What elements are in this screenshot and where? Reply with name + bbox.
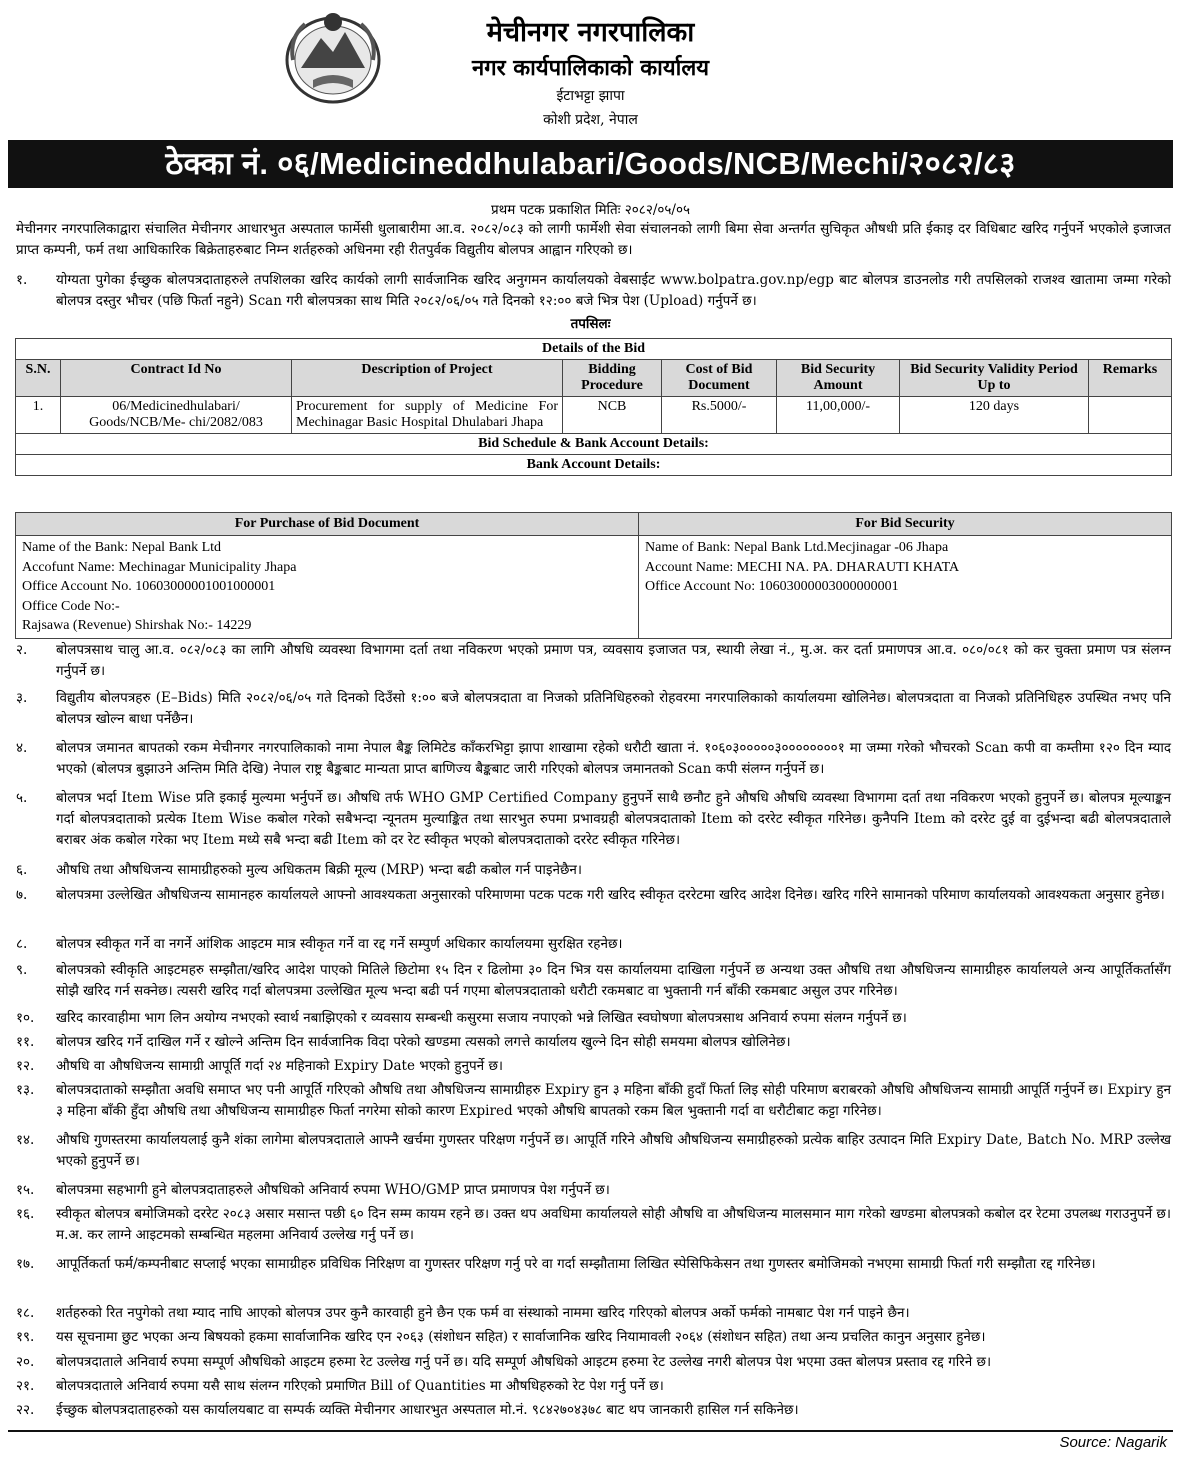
cell-validity: 120 days — [900, 397, 1089, 434]
condition-item — [16, 885, 1171, 906]
table-row — [16, 397, 1172, 434]
cell-sn: 1. — [16, 397, 61, 434]
cell-remarks — [1089, 397, 1172, 434]
item-number: ४. — [16, 740, 28, 756]
cell-description: Procurement for supply of Medicine For Mechinagar Basic Hospital Dhulabari Jhapa — [292, 397, 563, 434]
item-number: ५. — [16, 790, 28, 806]
condition-item — [16, 1303, 1171, 1324]
item-text: विद्युतीय बोलपत्रहरु (E–Bids) मिति २०८२/०६/०५ गते दिनको दिउँसो १:०० बजे बोलपत्रदाता वा निजको प्रतिनिधिहरुको रोहवरमा नगरपालिकाको कार्यालयमा खोलिनेछ। बोलपत्रदाता वा निजको प्रतिनिधिहरु उपस्थित नभए पनि बोलपत्र खोल्न बाधा पर्नेछैन। — [56, 690, 1171, 727]
column-header: Bidding Procedure — [563, 360, 662, 397]
condition-item — [16, 270, 1171, 312]
bank-line: Office Code No:- — [22, 598, 120, 614]
publication-date: प्रथम पटक प्रकाशित मितिः २०८२/०५/०५ — [490, 202, 691, 218]
item-number: ६. — [16, 862, 28, 878]
bid-details-table — [15, 338, 1172, 476]
condition-item — [16, 1352, 1171, 1373]
item-number: २. — [16, 642, 28, 658]
item-number: ९. — [16, 962, 28, 978]
condition-item — [16, 1204, 1171, 1246]
column-header: Description of Project — [292, 360, 563, 397]
bid-details-title: Details of the Bid — [16, 339, 1172, 360]
item-number: ८. — [16, 936, 28, 952]
item-text: बोलपत्रदाताले अनिवार्य रुपमा सम्पूर्ण औषधिको आइटम हरुमा रेट उल्लेख गर्नु पर्ने छ। यदि सम्पूर्ण औषधिको आइटम हरुमा रेट उल्लेख नगरी बोलपत्र पेश भएमा उक्त बोलपत्र प्रस्ताव रद्द गरिने छ। — [56, 1354, 992, 1370]
cell-security-amount: 11,00,000/- — [777, 397, 900, 434]
item-number: ३. — [16, 690, 28, 706]
condition-item — [16, 1056, 1171, 1077]
condition-item — [16, 1376, 1171, 1397]
contract-banner: ठेक्का नं. ०६/Medicineddhulabari/Goods/NCB/Mechi/२०८२/८३ — [8, 140, 1173, 188]
bank-line: Name of the Bank: Nepal Bank Ltd — [22, 540, 222, 555]
item-number: १०. — [16, 1010, 35, 1026]
column-header: Remarks — [1089, 360, 1172, 397]
bank-left-header: For Purchase of Bid Document — [16, 513, 639, 536]
item-number: २२. — [16, 1402, 35, 1418]
item-number: १३. — [16, 1082, 35, 1098]
column-header: Bid Security Validity Period Up to — [900, 360, 1089, 397]
item-text: बोलपत्र भर्दा Item Wise प्रति इकाई मुल्यमा भर्नुपर्ने छ। औषधि तर्फ WHO GMP Certified Company हुनुपर्ने साथै छनौट हुने औषधि औषधि व्यवस्था विभागमा दर्ता तथा नविकरण भएको हुनुपर्ने छ। बोलपत्र मूल्याङ्कन गर्दा बोलपत्रदाताको प्रत्येक Item Wise कबोल गरेको सबैभन्दा न्यूनतम मुल्याङ्कित तथा सारभुत रुपमा प्रभावग्रही बोलपत्रदाताको Item को दररेट स्वीकृत गरिनेछ। कुनैपनि Item को दररेट दुई वा दुईभन्दा बढी बोलपत्रदाताले बराबर अंक कबोल गरेका भए Item मध्ये सबै भन्दा बढी Item को दर रेट स्वीकृत भएको बोलपत्रदाताको दररेट स्वीकृत गरिनेछ। — [56, 790, 1171, 848]
address-line-2: कोशी प्रदेश, नेपाल — [543, 112, 638, 128]
item-number: १५. — [16, 1182, 35, 1198]
item-number: १२. — [16, 1058, 35, 1074]
item-text: बोलपत्रसाथ चालु आ.व. ०८२/०८३ का लागि औषधि व्यवस्था विभागमा दर्ता तथा नविकरण भएको प्रमाण पत्र, व्यवसाय इजाजत पत्र, स्थायी लेखा नं., मु.अ. कर दर्ता प्रमाणपत्र आ.व. ०८०/०८१ को कर चुक्ता प्रमाण पत्र संलग्न गर्नुपर्ने छ। — [56, 642, 1171, 679]
bank-line: Office Account No: 10603000003000000001 — [645, 579, 899, 594]
condition-item — [16, 934, 1171, 955]
condition-item — [16, 688, 1171, 730]
bottom-divider — [8, 1430, 1173, 1432]
item-text: बोलपत्र स्वीकृत गर्ने वा नगर्ने आंशिक आइटम मात्र स्वीकृत गर्ने वा रद्द गर्ने सम्पुर्ण अधिकार कार्यालयमा सुरक्षित रहनेछ। — [56, 936, 623, 952]
condition-item — [16, 1008, 1171, 1029]
condition-item — [16, 788, 1171, 851]
item-text: बोलपत्रमा उल्लेखित औषधिजन्य सामानहरु कार्यालयले आफ्नो आवश्यकता अनुसारको परिमाणमा पटक पटक गरी खरिद स्वीकृत दररेटमा खरिद आदेश दिनेछ। खरिद गरिने सामानको परिमाण कार्यालयको आवश्यकता अनुसार हुनेछ। — [56, 887, 1165, 903]
item-number: १६. — [16, 1206, 35, 1222]
bank-security-details — [639, 536, 1172, 639]
item-text: बोलपत्रमा सहभागी हुने बोलपत्रदाताहरुले औषधिको अनिवार्य रुपमा WHO/GMP प्राप्त प्रमाणपत्र पेश गर्नुपर्ने छ। — [56, 1182, 610, 1198]
bank-right-header: For Bid Security — [639, 513, 1172, 536]
condition-item — [16, 1180, 1171, 1201]
bank-line: Accofunt Name: Mechinagar Municipality Jhapa — [22, 559, 297, 575]
item-number: १. — [16, 272, 28, 288]
item-number: ११. — [16, 1034, 35, 1050]
column-header: S.N. — [16, 360, 61, 397]
item-text: शर्तहरुको रित नपुगेको तथा म्याद नाघि आएको बोलपत्र उपर कुनै कारवाही हुने छैन एक फर्म वा संस्थाको नाममा खरिद गरिएको बोलपत्र अर्को फर्मको नामबाट पेश गर्न पाइने छैन। — [56, 1305, 910, 1321]
address-line-1: ईटाभट्टा झापा — [556, 88, 625, 104]
bank-line: Rajsawa (Revenue) Shirshak No:- 14229 — [22, 618, 252, 633]
item-number: १९. — [16, 1329, 35, 1345]
item-text: यस सूचनामा छुट भएका अन्य बिषयको हकमा सार्वाजानिक खरिद एन २०६३ (संशोधन सहित) र सार्वाजानिक खरिद नियामावली २०६४ (संशोधन सहित) तथा अन्य प्रचलित कानुन अनुसार हुनेछ। — [56, 1329, 986, 1345]
office-name: नगर कार्यपालिकाको कार्यालय — [472, 55, 709, 81]
item-text: ईच्छुक बोलपत्रदाताहरुको यस कार्यालयबाट वा सम्पर्क व्यक्ति मेचीनगर आधारभुत अस्पताल मो.नं. ९८४२७०४३७८ बाट थप जानकारी हासिल गर्न सकिनेछ। — [56, 1402, 799, 1418]
item-text: बोलपत्रदाताले अनिवार्य रुपमा यसै साथ संलग्न गरिएको प्रमाणित Bill of Quantities मा औषधिहरुको रेट पेश गर्नु पर्ने छ। — [56, 1378, 664, 1394]
column-header: Contract Id No — [61, 360, 292, 397]
condition-item — [16, 1080, 1171, 1122]
item-text: योग्यता पुगेका ईच्छुक बोलपत्रदाताहरुले तपशिलका खरिद कार्यको लागी सार्वजानिक खरिद अनुगमन कार्यालयको वेबसाईट www.bolpatra.gov.np/egp बाट बोलपत्र डाउनलोड गरी तपसिलको राजश्व खातामा जम्मा गरेको बोलपत्र दस्तुर भौचर (पछि फिर्ता नहुने) Scan गरी बोलपत्रका साथ मिति २०८२/०६/०५ गते दिनको १२:०० बजे भित्र पेश (Upload) गर्नुपर्ने छ। — [56, 272, 1171, 309]
bank-account-title: Bank Account Details: — [16, 455, 1172, 476]
item-number: १४. — [16, 1132, 35, 1148]
item-text: बोलपत्रदाताको सम्झौता अवधि समाप्त भए पनी आपूर्ति गरिएको औषधि तथा औषधिजन्य सामाग्रीहरु Expiry हुन ३ महिना बाँकी हुदाँ फिर्ता लिइ सोही परिमाण बराबरको औषधि औषधिजन्य सामाग्री आपूर्ति गर्नुपर्ने छ। Expiry हुन ३ महिना बाँकी हुँदा औषधि तथा औषधिजन्य सामाग्रीहरु फिर्ता नगरेमा सोको कारण Expired भएको औषधि बापतको रकम बिल भुक्तानी गर्दा वा धरौटीबाट कट्टा गरिनेछ। — [56, 1082, 1172, 1119]
bank-line: Office Account No. 10603000001001000001 — [22, 579, 276, 594]
condition-item — [16, 640, 1171, 682]
cell-procedure: NCB — [563, 397, 662, 434]
item-number: १८. — [16, 1305, 35, 1321]
tapsil-label: तपसिलः — [570, 316, 611, 332]
column-header: Cost of Bid Document — [662, 360, 777, 397]
notice-header — [0, 0, 1181, 140]
condition-item — [16, 1254, 1171, 1275]
bank-line: Name of Bank: Nepal Bank Ltd.Mecjinagar -06 Jhapa — [645, 540, 949, 555]
condition-item — [16, 960, 1171, 1002]
item-number: २१. — [16, 1378, 35, 1394]
bank-purchase-details — [16, 536, 639, 639]
condition-item — [16, 1032, 1171, 1053]
item-text: औषधि तथा औषधिजन्य सामाग्रीहरुको मुल्य अधिकतम बिक्री मूल्य (MRP) भन्दा बढी कबोल गर्न पाइनेछैन। — [56, 862, 583, 878]
column-header: Bid Security Amount — [777, 360, 900, 397]
municipality-name: मेचीनगर नगरपालिका — [486, 17, 695, 48]
cell-contract-id: 06/Medicinedhulabari/ Goods/NCB/Me- chi/2082/083 — [61, 397, 292, 434]
condition-item — [16, 1327, 1171, 1348]
item-text: बोलपत्र खरिद गर्ने दाखिल गर्ने र खोल्ने अन्तिम दिन सार्वजानिक विदा परेको खण्डमा त्यसको लगत्ते कार्यालय खुल्ने दिन सोही समयमा बोलपत्र खोलिनेछ। — [56, 1034, 791, 1050]
intro-paragraph: मेचीनगर नगरपालिकाद्वारा संचालित मेचीनगर आधारभुत अस्पताल फार्मेसी धुलाबारीमा आ.व. २०८२/०८३ को लागी फार्मेशी सेवा संचालनको लागी बिमा सेवा अन्तर्गत सुचिकृत औषधी प्रति ईकाइ दर विधिबाट खरिद गर्नुपर्ने भएकोले इजाजत प्राप्त कम्पनी, फर्म तथा आधिकारिक बिक्रेताहरुबाट निम्न शर्तहरुको अधिनमा रही रीतपुर्वक विद्युतीय बोलपत्र आह्वान गरिएको छ। — [16, 221, 1171, 258]
item-text: बोलपत्रको स्वीकृति आइटमहरु सम्झौता/खरिद आदेश पाएको मितिले छिटोमा १५ दिन र ढिलोमा ३० दिन भित्र यस कार्यालयमा दाखिला गर्नुपर्ने छ अन्यथा उक्त औषधि तथा औषधिजन्य सामाग्रीहरु कार्यालयले अन्य आपूर्तिकर्तासँग सोझै खरिद गर्न सक्नेछ। त्यसरी खरिद गर्दा बोलपत्रमा उल्लेखित मूल्य भन्दा बढी पर्न गएमा बोलपत्रदाताको धरौटी रकमबाट वा भुक्तानी गर्न बाँकी रकमबाट असुल उपर गरिनेछ। — [56, 962, 1171, 999]
condition-item — [16, 860, 1171, 881]
bank-details-table — [15, 512, 1172, 639]
item-number: ७. — [16, 887, 28, 903]
condition-item — [16, 1130, 1171, 1172]
bid-schedule-title: Bid Schedule & Bank Account Details: — [16, 434, 1172, 455]
condition-item — [16, 738, 1171, 780]
item-text: बोलपत्र जमानत बापतको रकम मेचीनगर नगरपालिकाको नामा नेपाल बैङ्क लिमिटेड काँकरभिट्टा झापा शाखामा रहेको धरौटी खाता नं. १०६०३०००००३००००००००१ मा जम्मा गरेको भौचरको Scan कपी वा कम्तीमा १२० दिन म्याद भएको (बोलपत्र बुझाउने अन्तिम मिति देखि) नेपाल राष्ट्र बैङ्कबाट मान्यता प्राप्त बाणिज्य बैङ्कबाट जारी गरिएको बोलपत्र जमानतको Scan कपी संलग्न गर्नुपर्ने छ। — [56, 740, 1171, 777]
item-text: खरिद कारवाहीमा भाग लिन अयोग्य नभएको स्वार्थ नबाझिएको र व्यवसाय सम्बन्धी कसुरमा सजाय नपाएको भन्ने लिखित स्वघोषणा बोलपत्रसाथ अनिवार्य रुपमा संलग्न गर्नुपर्ने छ। — [56, 1010, 907, 1026]
bank-line: Account Name: MECHI NA. PA. DHARAUTI KHATA — [645, 559, 960, 575]
item-text: औषधि गुणस्तरमा कार्यालयलाई कुनै शंका लागेमा बोलपत्रदाताले आफ्नै खर्चमा गुणस्तर परिक्षण गर्नुपर्ने छ। आपूर्ति गरिने औषधि औषधिजन्य समाग्रीहरुको प्रत्येक बाहिर उत्पादन मिति Expiry Date, Batch No. MRP उल्लेख भएको हुनुपर्ने छ। — [56, 1132, 1171, 1169]
condition-item — [16, 1400, 1171, 1421]
source-credit: Source: Nagarik — [1059, 1434, 1167, 1451]
item-text: औषधि वा औषधिजन्य सामाग्री आपूर्ति गर्दा २४ महिनाको Expiry Date भएको हुनुपर्ने छ। — [56, 1058, 504, 1074]
item-number: २०. — [16, 1354, 35, 1370]
item-text: आपूर्तिकर्ता फर्म/कम्पनीबाट सप्लाई भएका सामाग्रीहरु प्रविधिक निरिक्षण वा गुणस्तर परिक्षण गर्नु परे वा गर्दा सम्झौतामा लिखित स्पेसिफिकेसन तथा गुणस्तर बमोजिमको नभएमा सामाग्री फिर्ता गरी सम्झौता रद्द गरिनेछ। — [56, 1256, 1096, 1272]
item-number: १७. — [16, 1256, 35, 1272]
cell-cost: Rs.5000/- — [662, 397, 777, 434]
item-text: स्वीकृत बोलपत्र बमोजिमको दररेट २०८३ असार मसान्त पछी ६० दिन सम्म कायम रहने छ। उक्त थप अवधिमा कार्यालयले सोही औषधि वा औषधिजन्य मालसमान माग गरेको खण्डमा बोलपत्रको कबोल दर रेटमा उपलब्ध गराउनुपर्ने छ। म.अ. कर लाग्ने आइटमको सम्बन्धित महलमा अनिवार्य उल्लेख गर्नु पर्ने छ। — [56, 1206, 1171, 1243]
table-header-row — [16, 360, 1172, 397]
